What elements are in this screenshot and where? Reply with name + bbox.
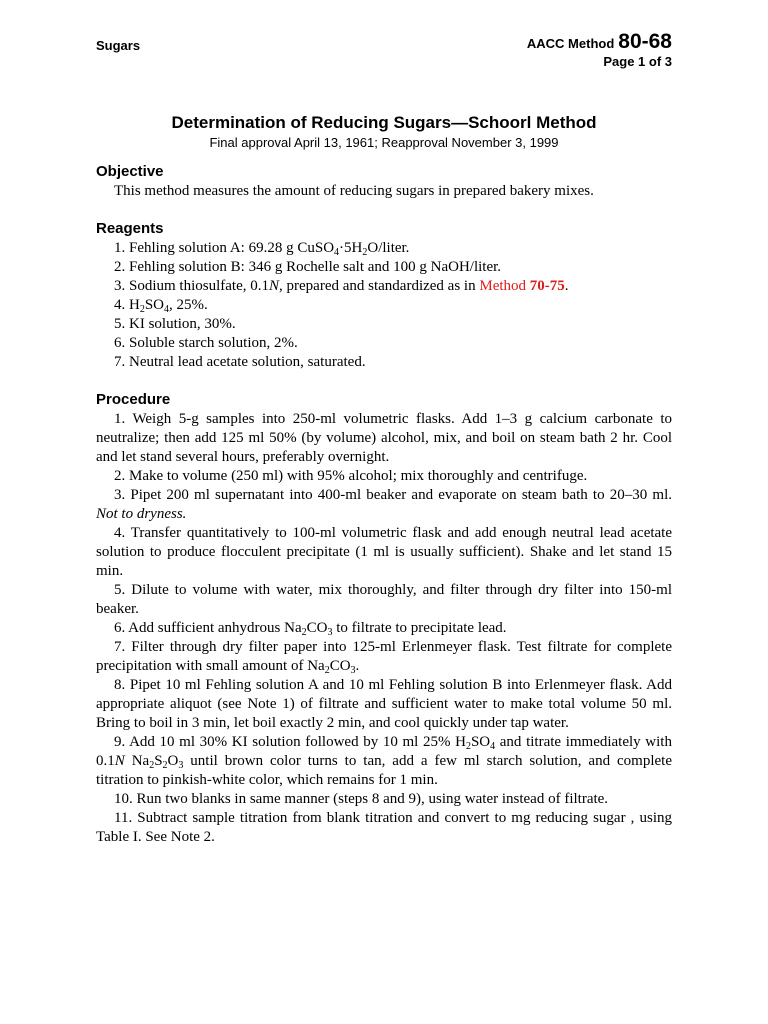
procedure-step: 9. Add 10 ml 30% KI solution followed by 10 ml 25% $H_2SO_4$ and titrate immediately with 0.1N $Na_2S_2O_3$ until brown color turns to tan, add a few ml starch solution, and complete titration to pinkish-white color, which remains for 1 min. bbox=[96, 734, 672, 788]
procedure-step: 11. Subtract sample titration from blank titration and convert to mg reducing sugar , using Table I. See Note 2. bbox=[96, 810, 672, 845]
method-70-75-link[interactable]: Method 70-75 bbox=[479, 278, 565, 294]
objective-text: This method measures the amount of reducing sugars in prepared bakery mixes. bbox=[114, 183, 594, 199]
procedure-step: 7. Filter through dry filter paper into 125-ml Erlenmeyer flask. Test filtrate for complete precipitation with small amount of $Na_2CO_3$. bbox=[96, 639, 672, 676]
procedure-step: 8. Pipet 10 ml Fehling solution A and 10 ml Fehling solution B into Erlenmeyer flask. Add appropriate aliquot (see Note 1) of filtrate and sufficient water to make total volume 50 ml. Bring to boil in 3 min, let boil exactly 2 min, and cool quickly under tap water. bbox=[96, 677, 672, 731]
document-body bbox=[96, 162, 672, 865]
section-label: Sugars bbox=[96, 38, 141, 53]
reagents-section bbox=[96, 219, 672, 372]
page-indicator: Page 1 of 3 bbox=[603, 54, 672, 69]
method-header bbox=[527, 30, 672, 69]
procedure-step: 5. Dilute to volume with water, mix thoroughly, and filter through dry filter into 150-ml beaker. bbox=[96, 582, 672, 617]
procedure-step: 6. Add sufficient anhydrous $Na_2CO_3$ to filtrate to precipitate lead. bbox=[114, 620, 507, 638]
reagent-item: 6. Soluble starch solution, 2%. bbox=[114, 335, 298, 351]
reagent-item: 3. Sodium thiosulfate, 0.1N, prepared and standardized as in Method 70-75. bbox=[114, 278, 569, 294]
procedure-step: 1. Weigh 5-g samples into 250-ml volumetric flasks. Add 1–3 g calcium carbonate to neutralize; then add 125 ml 50% (by volume) alcohol, mix, and boil on steam bath 2 hr. Cool and let stand several hours, preferably overnight. bbox=[96, 411, 672, 465]
reagent-item: 2. Fehling solution B: 346 g Rochelle salt and 100 g NaOH/liter. bbox=[114, 259, 502, 275]
objective-heading: Objective bbox=[96, 163, 164, 180]
procedure-heading: Procedure bbox=[96, 391, 171, 408]
reagents-heading: Reagents bbox=[96, 220, 164, 237]
approval-dates: Final approval April 13, 1961; Reapproval November 3, 1999 bbox=[209, 135, 559, 150]
reagent-item: 1. Fehling solution A: 69.28 g $CuSO_4\cdot 5H_2O$/liter. bbox=[114, 240, 410, 258]
procedure-step: 3. Pipet 200 ml supernatant into 400-ml beaker and evaporate on steam bath to 20–30 ml. Not to dryness. bbox=[96, 487, 672, 522]
reagent-item: 5. KI solution, 30%. bbox=[114, 316, 236, 332]
procedure-section bbox=[96, 390, 672, 847]
reagent-item: 4. $H_2SO_4$, 25%. bbox=[114, 297, 208, 315]
procedure-step: 4. Transfer quantitatively to 100-ml volumetric flask and add enough neutral lead acetate solution to produce flocculent precipitate (1 ml is usually sufficient). Shake and let stand 15 min. bbox=[96, 525, 672, 579]
document-title: Determination of Reducing Sugars—Schoorl Method bbox=[171, 113, 597, 132]
procedure-step: 10. Run two blanks in same manner (steps 8 and 9), using water instead of filtrate. bbox=[114, 791, 609, 807]
method-number: 80-68 bbox=[618, 30, 672, 53]
objective-section bbox=[96, 162, 672, 201]
procedure-step: 2. Make to volume (250 ml) with 95% alcohol; mix thoroughly and centrifuge. bbox=[114, 468, 588, 484]
reagent-item: 7. Neutral lead acetate solution, saturated. bbox=[114, 354, 366, 370]
method-label: AACC Method bbox=[526, 36, 615, 51]
